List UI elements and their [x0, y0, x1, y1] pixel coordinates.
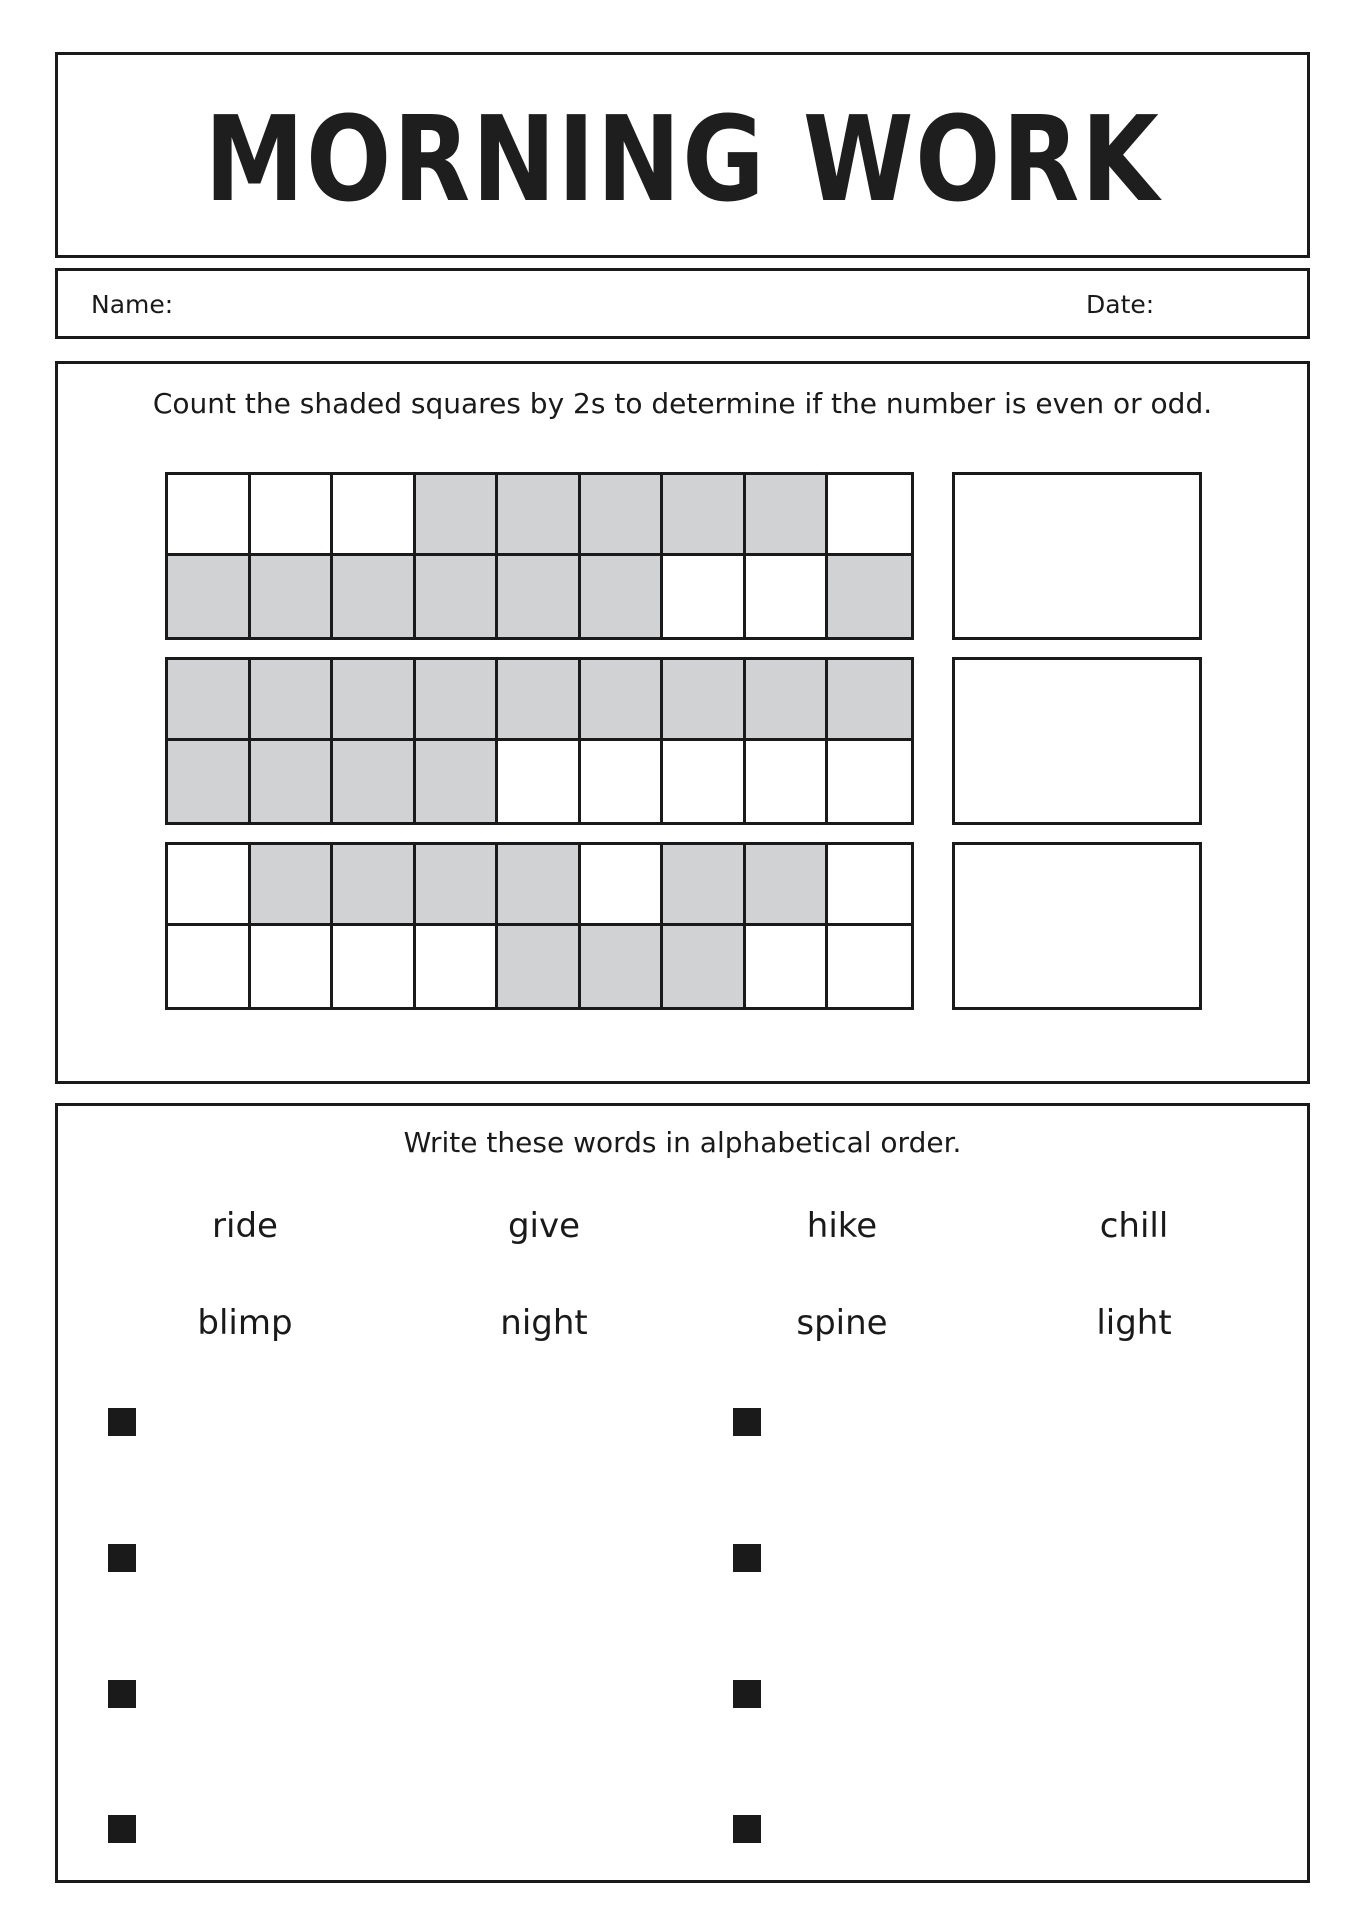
shaded-square	[251, 741, 334, 822]
answer-box-1[interactable]	[952, 472, 1202, 640]
shaded-square	[251, 845, 334, 926]
answer-box-2[interactable]	[952, 657, 1202, 825]
shaded-square	[498, 926, 581, 1007]
word-item: blimp	[197, 1303, 293, 1343]
counting-section	[55, 361, 1310, 1084]
empty-square	[168, 845, 251, 926]
answer-box-3[interactable]	[952, 842, 1202, 1010]
shaded-square	[663, 660, 746, 741]
shaded-square	[168, 556, 251, 637]
shaded-square	[333, 556, 416, 637]
shaded-square	[581, 660, 664, 741]
shaded-square	[746, 475, 829, 556]
shaded-square	[828, 556, 911, 637]
alphabetical-instruction: Write these words in alphabetical order.	[403, 1126, 962, 1159]
shaded-square	[581, 475, 664, 556]
empty-square	[251, 475, 334, 556]
name-date-bar	[55, 268, 1310, 339]
ten-frame-grid-3	[165, 842, 914, 1010]
shaded-square	[663, 475, 746, 556]
page-title: MORNING WORK	[204, 90, 1161, 228]
empty-square	[333, 475, 416, 556]
empty-square	[581, 845, 664, 926]
shaded-square	[251, 660, 334, 741]
shaded-square	[498, 556, 581, 637]
word-item: spine	[796, 1303, 888, 1343]
empty-square	[828, 845, 911, 926]
date-label: Date:	[1086, 290, 1155, 319]
name-label: Name:	[91, 290, 174, 319]
empty-square	[746, 556, 829, 637]
empty-square	[168, 475, 251, 556]
shaded-square	[498, 660, 581, 741]
title-banner	[55, 52, 1310, 258]
shaded-square	[498, 845, 581, 926]
empty-square	[746, 741, 829, 822]
shaded-square	[333, 741, 416, 822]
shaded-square	[416, 660, 499, 741]
empty-square	[828, 741, 911, 822]
ten-frame-grid-2	[165, 657, 914, 825]
word-item: hike	[806, 1206, 878, 1246]
shaded-square	[416, 741, 499, 822]
empty-square	[581, 741, 664, 822]
empty-square	[168, 926, 251, 1007]
alphabetical-section	[55, 1103, 1310, 1883]
answer-bullet-5	[108, 1680, 136, 1708]
ten-frame-grid-1	[165, 472, 914, 640]
shaded-square	[333, 845, 416, 926]
counting-instruction: Count the shaded squares by 2s to determine if the number is even or odd.	[152, 387, 1213, 420]
shaded-square	[416, 845, 499, 926]
shaded-square	[416, 475, 499, 556]
shaded-square	[663, 926, 746, 1007]
shaded-square	[828, 660, 911, 741]
shaded-square	[581, 556, 664, 637]
empty-square	[333, 926, 416, 1007]
answer-bullet-6	[733, 1680, 761, 1708]
empty-square	[416, 926, 499, 1007]
empty-square	[251, 926, 334, 1007]
word-item: chill	[1099, 1206, 1169, 1246]
answer-bullet-1	[108, 1408, 136, 1436]
shaded-square	[663, 845, 746, 926]
word-item: light	[1096, 1303, 1172, 1343]
shaded-square	[746, 845, 829, 926]
empty-square	[828, 475, 911, 556]
word-item: ride	[212, 1206, 278, 1246]
shaded-square	[168, 741, 251, 822]
answer-bullet-2	[733, 1408, 761, 1436]
empty-square	[663, 556, 746, 637]
shaded-square	[498, 475, 581, 556]
word-item: give	[507, 1206, 581, 1246]
shaded-square	[251, 556, 334, 637]
shaded-square	[746, 660, 829, 741]
shaded-square	[168, 660, 251, 741]
empty-square	[663, 741, 746, 822]
shaded-square	[416, 556, 499, 637]
answer-bullet-8	[733, 1815, 761, 1843]
shaded-square	[581, 926, 664, 1007]
word-item: night	[500, 1303, 588, 1343]
answer-bullet-4	[733, 1544, 761, 1572]
empty-square	[498, 741, 581, 822]
answer-bullet-7	[108, 1815, 136, 1843]
empty-square	[828, 926, 911, 1007]
shaded-square	[333, 660, 416, 741]
answer-bullet-3	[108, 1544, 136, 1572]
empty-square	[746, 926, 829, 1007]
